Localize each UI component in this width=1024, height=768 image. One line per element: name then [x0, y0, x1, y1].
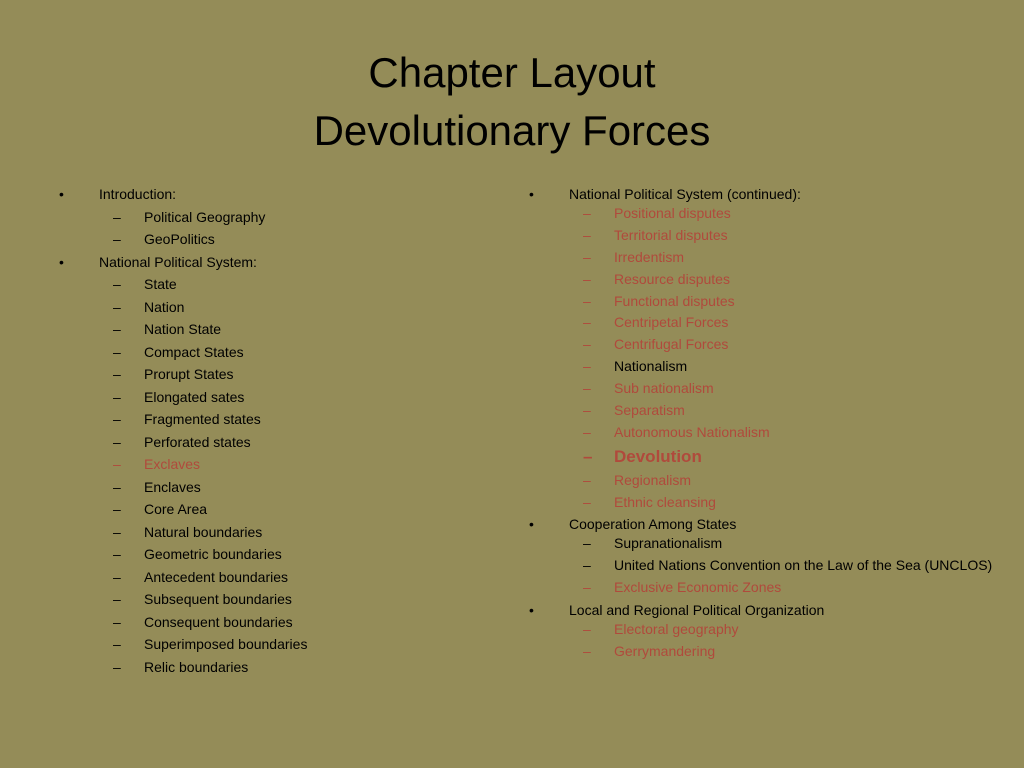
dash-icon: – [113, 546, 121, 562]
dash-icon: – [113, 613, 121, 630]
outline-topic [528, 184, 998, 204]
outline-subtopic [528, 401, 998, 421]
outline-subtopic [528, 445, 998, 469]
outline-subtopic [58, 229, 488, 252]
outline-topic [528, 514, 998, 534]
dash-icon: – [113, 231, 121, 247]
outline-subtopic [528, 270, 998, 290]
outline-item-text: Natural boundaries [144, 523, 263, 540]
outline-item-text: Sub nationalism [614, 380, 714, 397]
outline-item-text: Superimposed boundaries [144, 636, 308, 652]
outline-subtopic [528, 556, 998, 576]
outline-item-text: Introduction: [99, 186, 177, 202]
dash-icon: – [583, 579, 591, 596]
outline-item-text: Regionalism [614, 471, 692, 488]
outline-subtopic [528, 313, 998, 333]
dash-icon: – [113, 388, 121, 405]
outline-item-text: Resource disputes [614, 270, 730, 287]
dash-icon: – [113, 523, 121, 540]
outline-item-text: Gerrymandering [614, 643, 716, 660]
dash-icon: – [583, 621, 591, 638]
dash-icon: – [113, 411, 121, 427]
outline-subtopic [58, 454, 488, 477]
bullet-icon: • [529, 516, 534, 533]
dash-icon: – [113, 636, 121, 652]
dash-icon: – [583, 423, 591, 440]
outline-subtopic [58, 522, 488, 545]
outline-subtopic [528, 423, 998, 443]
bullet-icon: • [59, 253, 64, 270]
outline-subtopic [58, 567, 488, 590]
outline-subtopic [58, 589, 488, 612]
outline-item-text: Elongated sates [144, 388, 245, 405]
dash-icon: – [583, 226, 591, 243]
dash-icon: – [113, 276, 121, 292]
outline-item-text: Functional disputes [614, 292, 735, 309]
outline-item-text: United Nations Convention on the Law of the Sea (UNCLOS) [614, 557, 993, 574]
outline-item-text: Nation State [144, 321, 222, 337]
dash-icon: – [583, 292, 591, 309]
dash-icon: – [583, 493, 591, 510]
dash-icon: – [583, 471, 591, 488]
outline-item-text: Positional disputes [614, 205, 731, 221]
outline-item-text: Antecedent boundaries [144, 568, 288, 585]
outline-subtopic [58, 657, 488, 680]
dash-icon: – [583, 314, 591, 331]
outline-subtopic [528, 578, 998, 598]
outline-subtopic [58, 477, 488, 500]
outline-item-text: Territorial disputes [614, 226, 728, 243]
outline-subtopic [528, 379, 998, 399]
outline-subtopic [58, 274, 488, 297]
outline-item-text: Subsequent boundaries [144, 591, 292, 607]
outline-subtopic [58, 387, 488, 410]
dash-icon: – [583, 446, 593, 466]
dash-icon: – [583, 205, 591, 221]
outline-item-text: Cooperation Among States [569, 516, 737, 533]
dash-icon: – [583, 535, 591, 552]
outline-subtopic [528, 226, 998, 246]
dash-icon: – [583, 402, 591, 419]
outline-subtopic [58, 297, 488, 320]
dash-icon: – [113, 501, 121, 517]
outline-subtopic [58, 634, 488, 657]
outline-subtopic [528, 471, 998, 491]
outline-item-text: State [144, 276, 177, 292]
left-column-outline [58, 184, 488, 679]
outline-subtopic [528, 292, 998, 312]
outline-item-text: Supranationalism [614, 535, 723, 552]
outline-subtopic [58, 499, 488, 522]
dash-icon: – [113, 366, 121, 382]
outline-item-text: GeoPolitics [144, 231, 215, 247]
dash-icon: – [583, 380, 591, 397]
outline-item-text: Exclusive Economic Zones [614, 579, 782, 596]
outline-item-text: Devolution [614, 446, 702, 466]
outline-item-text: Ethnic cleansing [614, 493, 716, 510]
outline-item-text: Exclaves [144, 456, 201, 472]
outline-subtopic [58, 409, 488, 432]
outline-subtopic [528, 534, 998, 554]
outline-item-text: Separatism [614, 402, 685, 419]
outline-item-text: Centrifugal Forces [614, 336, 729, 353]
outline-subtopic [58, 432, 488, 455]
dash-icon: – [113, 343, 121, 360]
bullet-icon: • [529, 186, 534, 202]
dash-icon: – [583, 248, 591, 265]
outline-subtopic [58, 319, 488, 342]
outline-subtopic [58, 207, 488, 230]
dash-icon: – [113, 568, 121, 585]
outline-subtopic [528, 204, 998, 224]
dash-icon: – [113, 591, 121, 607]
outline-item-text: Nationalism [614, 358, 688, 375]
dash-icon: – [113, 433, 121, 450]
outline-item-text: National Political System: [99, 253, 257, 270]
outline-subtopic [528, 493, 998, 513]
outline-item-text: Nation [144, 298, 185, 315]
outline-item-text: Local and Regional Political Organization [569, 602, 825, 619]
outline-subtopic [58, 342, 488, 365]
dash-icon: – [583, 358, 591, 375]
outline-item-text: Enclaves [144, 478, 201, 495]
right-column-outline [528, 184, 998, 664]
outline-subtopic [528, 620, 998, 640]
outline-item-text: Relic boundaries [144, 658, 249, 675]
slide-title-line2: Devolutionary Forces [313, 107, 711, 154]
dash-icon: – [113, 456, 121, 472]
dash-icon: – [583, 270, 591, 287]
outline-subtopic [528, 335, 998, 355]
outline-subtopic [528, 357, 998, 377]
outline-item-text: Electoral geography [614, 621, 739, 638]
outline-item-text: Consequent boundaries [144, 613, 293, 630]
outline-subtopic [58, 612, 488, 635]
outline-item-text: Political Geography [144, 208, 266, 225]
outline-item-text: Centripetal Forces [614, 314, 729, 331]
outline-item-text: Perforated states [144, 433, 251, 450]
outline-subtopic [58, 364, 488, 387]
bullet-icon: • [529, 602, 534, 619]
outline-item-text: Geometric boundaries [144, 546, 282, 562]
outline-subtopic [528, 642, 998, 662]
slide-title-line1: Chapter Layout [368, 49, 656, 96]
outline-subtopic [528, 248, 998, 268]
dash-icon: – [113, 298, 121, 315]
outline-item-text: National Political System (continued): [569, 186, 801, 202]
dash-icon: – [583, 557, 591, 574]
dash-icon: – [583, 643, 591, 660]
outline-topic [528, 600, 998, 620]
outline-item-text: Core Area [144, 501, 208, 517]
dash-icon: – [113, 321, 121, 337]
outline-topic [58, 252, 488, 275]
dash-icon: – [583, 336, 591, 353]
outline-item-text: Prorupt States [144, 366, 234, 382]
outline-subtopic [58, 544, 488, 567]
outline-topic [58, 184, 488, 207]
dash-icon: – [113, 208, 121, 225]
dash-icon: – [113, 658, 121, 675]
outline-item-text: Autonomous Nationalism [614, 423, 770, 440]
slide-title [0, 44, 1024, 160]
outline-item-text: Compact States [144, 343, 244, 360]
outline-item-text: Fragmented states [144, 411, 261, 427]
bullet-icon: • [59, 186, 64, 202]
dash-icon: – [113, 478, 121, 495]
outline-item-text: Irredentism [614, 248, 685, 265]
